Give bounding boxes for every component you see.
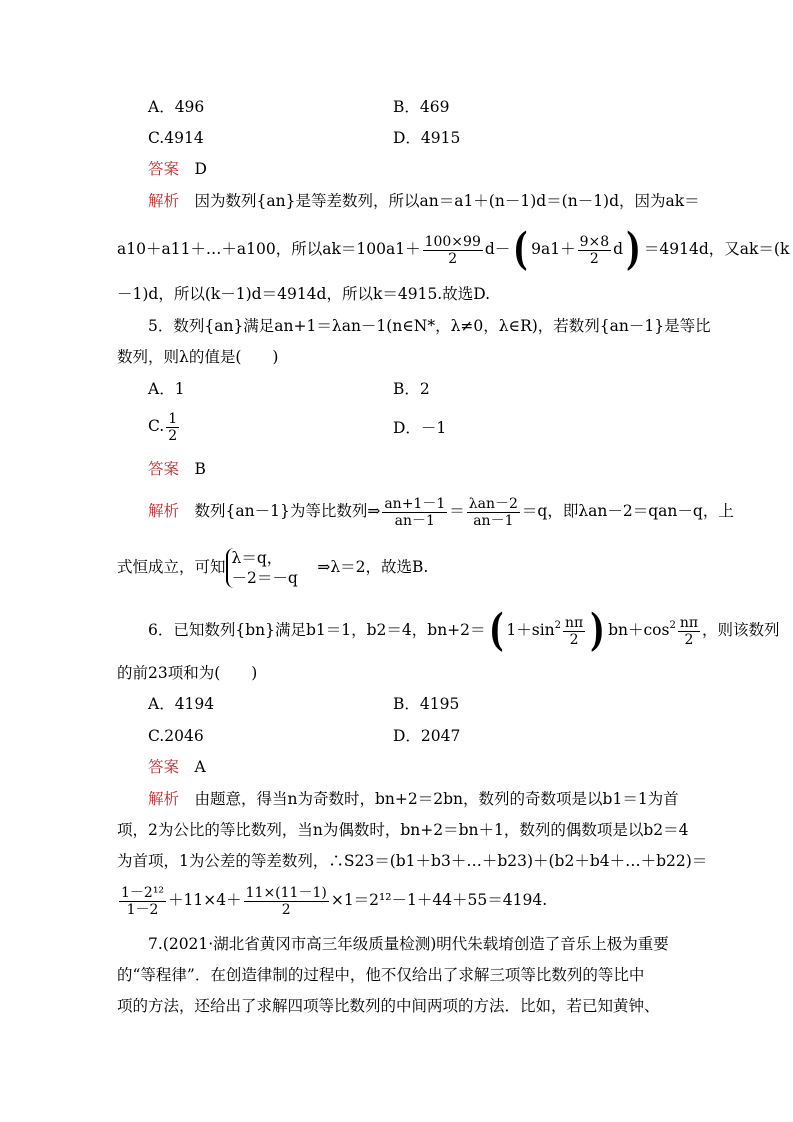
analysis-text: a10＋a11＋…＋a100，所以ak＝100a1＋ [117,240,421,258]
stem-text: bn＋cos [608,621,670,639]
analysis-label: 解析 [148,790,180,808]
analysis-text: d－ [484,240,511,258]
frac-num: nπ [565,614,584,631]
system-row: λ＝q， [231,549,283,567]
fraction [578,234,612,267]
frac-num: 1 [168,410,178,427]
frac-num: nπ [679,614,699,631]
answer-value: D [194,160,207,178]
frac-num: an+1－1 [384,495,446,512]
q6-analysis-line-1 [148,789,679,809]
answer-label: 答案 [148,460,180,478]
q5-option-c [148,408,181,444]
frac-num: 100×99 [424,233,481,250]
q4-option-c: C.4914 [148,129,204,147]
q4-analysis-line-1 [148,191,700,211]
answer-label: 答案 [148,758,180,776]
analysis-text: ⇒λ＝2，故选B. [317,558,429,576]
q6-option-a: A．4194 [148,695,215,713]
fraction [244,885,329,918]
q7-stem-line-3: 项的方法，还给出了求解四项等比数列的中间两项的方法．比如，若已知黄钟、 [117,997,660,1015]
q7-stem-line-1: 7.(2021·湖北省黄冈市高三年级质量检测)明代朱载堉创造了音乐上极为重要 [148,935,669,953]
q6-option-b: B．4195 [393,695,460,713]
superscript: 2 [669,620,676,631]
frac-num: 11×(11－1) [245,884,327,901]
frac-den: 1－2 [126,901,159,918]
q5-stem-line-2: 数列，则λ的值是( ) [117,348,279,366]
fraction [467,496,520,529]
left-paren: ( [513,224,529,275]
q5-stem-line-1: 5．数列{an}满足an+1＝λan－1(n∈N*，λ≠0，λ∈R)，若数列{an－1}是等比 [148,317,711,335]
analysis-text: ×1＝2¹²－1＋44＋55＝4194. [330,891,548,909]
q5-analysis-line-2 [117,545,428,589]
fraction [678,615,700,648]
option-prefix: C. [148,417,165,435]
analysis-label: 解析 [148,502,180,520]
frac-den: an－1 [473,512,514,529]
q5-answer [148,459,206,479]
frac-den: 2 [448,250,458,267]
q6-analysis-line-2: 项，2为公比的等比数列，当n为偶数时，bn+2＝bn＋1，数列的偶数项是以b2＝4 [117,821,689,839]
q5-option-a: A．1 [148,380,185,398]
frac-den: an－1 [394,512,435,529]
q6-stem-line-2: 的前23项和为( ) [117,664,258,682]
fraction [119,885,166,918]
analysis-text: ＝ [449,502,465,520]
analysis-text: ＋11×4＋ [168,891,242,909]
analysis-text: 由题意，得当n为奇数时，bn+2＝2bn，数列的奇数项是以b1＝1为首 [194,790,679,808]
frac-num: λan－2 [468,495,518,512]
analysis-label: 解析 [148,192,180,210]
equation-system [226,548,302,588]
answer-value: B [194,460,206,478]
q4-option-b: B．469 [393,98,450,116]
q5-option-d: D．－1 [393,419,447,437]
analysis-text: 因为数列{an}是等差数列，所以an＝a1＋(n－1)d＝(n－1)d，因为ak＝ [194,192,700,210]
analysis-text: ＝4914d，又ak＝(k [643,240,790,258]
analysis-text: d [613,240,624,258]
q7-stem-line-2: 的“等程律”．在创造律制的过程中，他不仅给出了求解三项等比数列的等比中 [117,966,645,984]
q6-stem-line-1 [148,605,780,656]
frac-num: 1－2¹² [121,884,165,901]
right-paren: ) [626,224,641,275]
answer-label: 答案 [148,160,180,178]
left-paren: ( [488,605,504,656]
stem-text: 1＋sin [506,621,555,639]
q6-answer [148,757,206,777]
fraction [166,411,179,444]
fraction [382,496,447,529]
q5-option-b: B．2 [393,380,430,398]
q4-analysis-line-2 [117,224,790,275]
q6-option-c: C.2046 [148,727,204,745]
fraction [423,234,483,267]
frac-den: 2 [589,250,599,267]
q6-option-d: D．2047 [393,727,461,745]
answer-value: A [194,758,206,776]
analysis-text: 数列{an－1}为等比数列⇒ [194,502,381,520]
frac-den: 2 [684,631,694,648]
q6-analysis-line-3: 为首项，1为公差的等差数列，∴S23＝(b1＋b3＋…＋b23)＋(b2＋b4＋…＋b22)＝ [117,852,708,870]
q5-analysis-line-1 [148,492,734,530]
stem-text: ，则该数列 [702,621,780,639]
analysis-text: ＝q，即λan－2＝qan－q，上 [521,502,734,520]
frac-den: 2 [281,901,291,918]
frac-num: 9×8 [579,233,610,250]
q4-analysis-line-3: －1)d，所以(k－1)d＝4914d，所以k＝4915.故选D. [117,285,491,303]
analysis-text: 式恒成立，可知 [117,558,226,576]
q4-answer [148,159,207,179]
frac-den: 2 [569,631,579,648]
fraction [563,615,585,648]
q6-analysis-line-4 [117,880,547,920]
frac-den: 2 [168,427,178,444]
q4-option-d: D．4915 [393,129,461,147]
stem-text: 6．已知数列{bn}满足b1＝1，b2＝4，bn+2＝ [148,621,486,639]
right-paren: ) [590,605,605,656]
system-row: －2＝－q [231,569,298,587]
q4-option-a: A．496 [148,98,205,116]
analysis-text: 9a1＋ [531,240,576,258]
superscript: 2 [554,620,562,631]
